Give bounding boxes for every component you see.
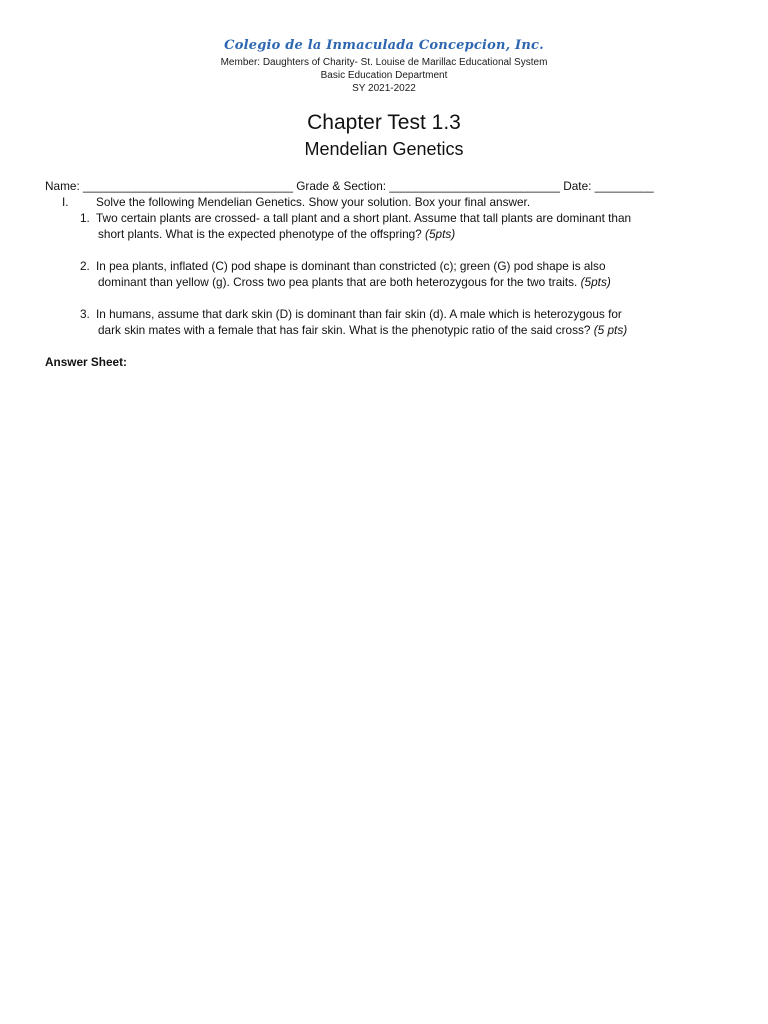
document-header	[0, 38, 768, 95]
question-text: dominant than yellow (g). Cross two pea plants that are both heterozygous for the two traits.	[98, 275, 578, 289]
question-number: 1.	[80, 211, 90, 225]
page-title: Chapter Test 1.3	[307, 111, 461, 134]
department-line: Basic Education Department	[320, 70, 448, 81]
school-year-line: SY 2021-2022	[352, 83, 416, 94]
student-info-row: Name: ________________________________ Grade & Section: __________________________ Date: _________	[45, 179, 654, 193]
question-item	[80, 306, 723, 338]
answer-sheet-label: Answer Sheet:	[45, 355, 127, 369]
question-text-line1: In humans, assume that dark skin (D) is dominant than fair skin (d). A male which is heterozygous for	[96, 307, 622, 321]
section-instruction: Solve the following Mendelian Genetics. Show your solution. Box your final answer.	[96, 195, 531, 209]
school-name: Colegio de la Inmaculada Concepcion, Inc.	[224, 38, 544, 53]
question-points: (5 pts)	[593, 323, 628, 337]
question-text-line1: Two certain plants are crossed- a tall plant and a short plant. Assume that tall plants are dominant than	[96, 211, 632, 225]
question-number: 2.	[80, 259, 90, 273]
question-item	[80, 210, 723, 242]
question-number: 3.	[80, 307, 90, 321]
question-text-line2	[80, 274, 723, 290]
question-text-line2	[80, 322, 723, 338]
member-line: Member: Daughters of Charity- St. Louise de Marillac Educational System	[220, 57, 548, 68]
question-item	[80, 258, 723, 290]
question-text: dark skin mates with a female that has fair skin. What is the phenotypic ratio of the said cross?	[98, 323, 591, 337]
page-subtitle: Mendelian Genetics	[304, 139, 464, 159]
question-points: (5pts)	[580, 275, 611, 289]
question-text: short plants. What is the expected phenotype of the offspring?	[98, 227, 422, 241]
question-text-line1: In pea plants, inflated (C) pod shape is dominant than constricted (c); green (G) pod shape is also	[96, 259, 606, 273]
section-numeral: I.	[62, 195, 69, 209]
question-text-line2	[80, 226, 723, 242]
question-points: (5pts)	[425, 227, 456, 241]
